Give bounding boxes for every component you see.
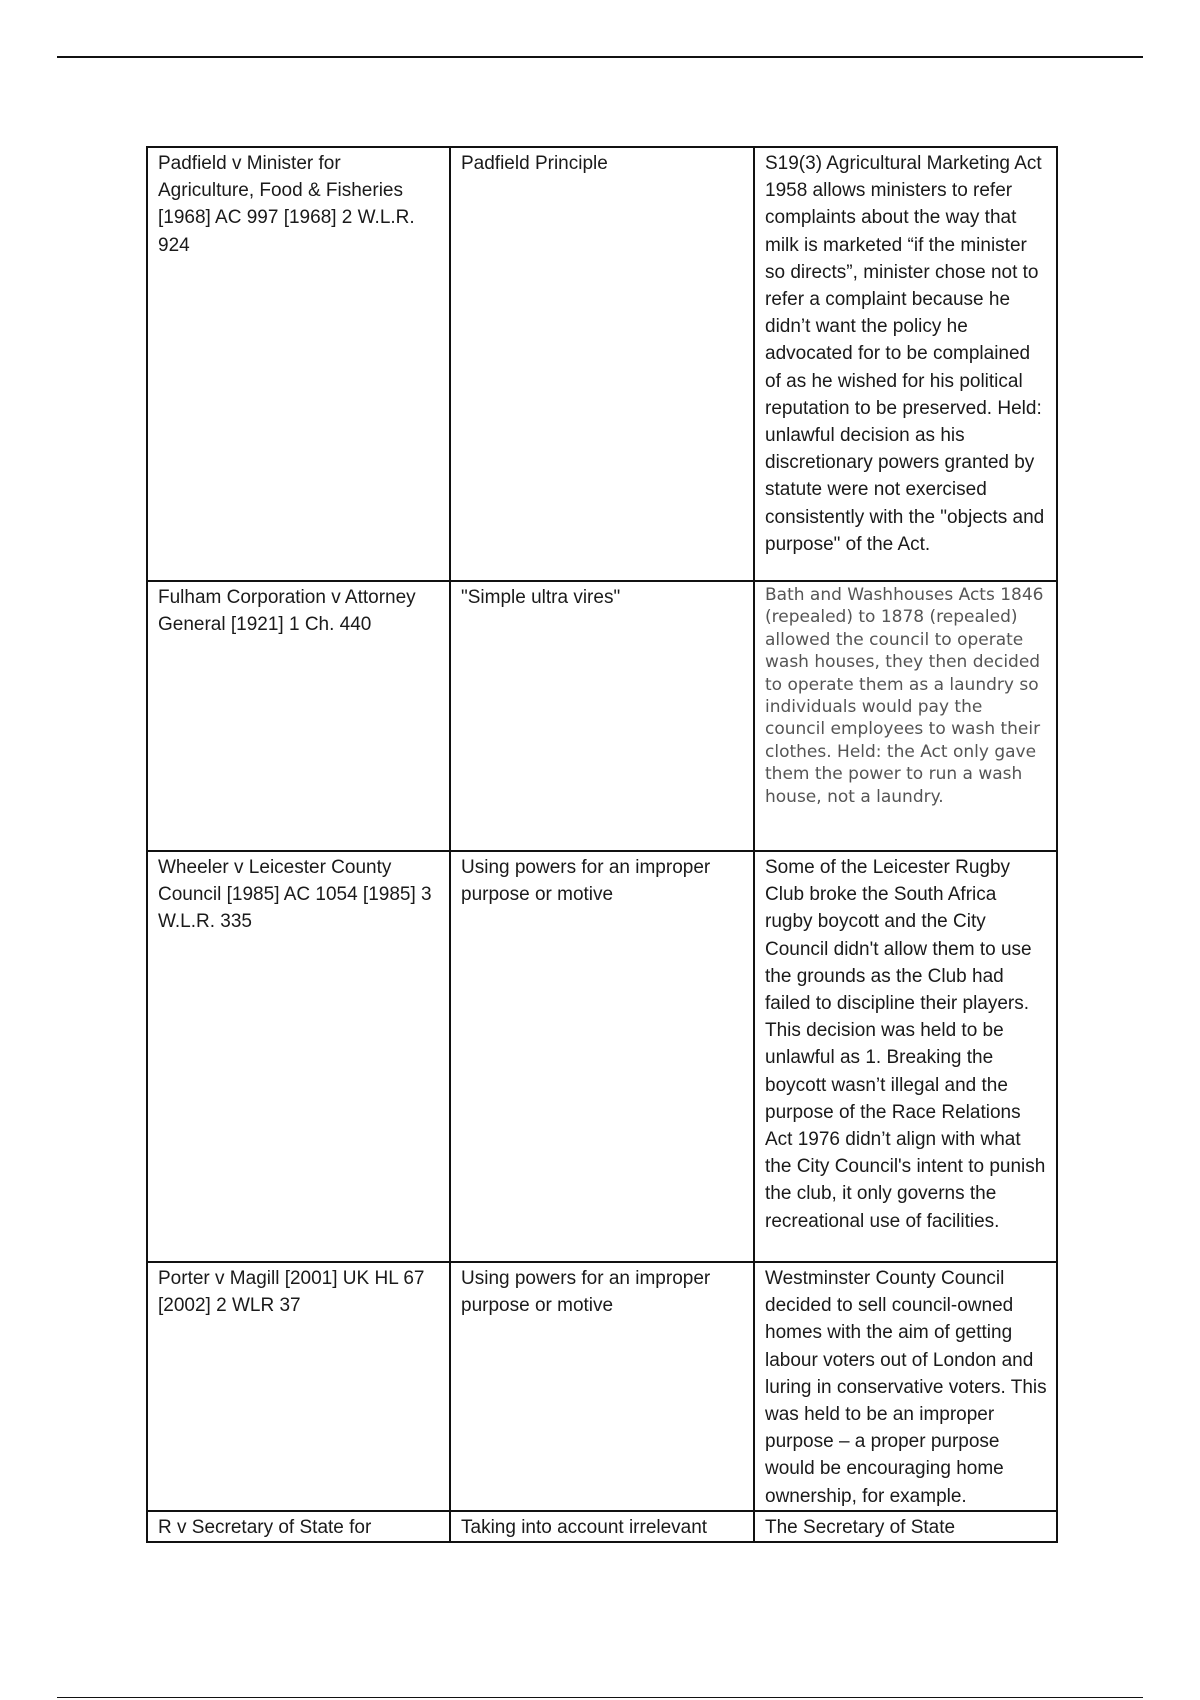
case-name-cell: R v Secretary of State for	[147, 1511, 450, 1542]
principle-cell: Padfield Principle	[450, 147, 754, 581]
header-rule	[57, 56, 1143, 58]
principle-cell: "Simple ultra vires"	[450, 581, 754, 851]
facts-cell: S19(3) Agricultural Marketing Act 1958 allows ministers to refer complaints about the way that milk is marketed “if the minister so directs”, minister chose not to refer a complaint because he didn’t want the policy he advocated for to be complained of as he wished for his political reputation to be preserved. Held: unlawful decision as his discretionary powers granted by statute were not exercised consistently with the "objects and purpose" of the Act.	[754, 147, 1057, 581]
case-name-cell: Wheeler v Leicester County Council [1985] AC 1054 [1985] 3 W.L.R. 335	[147, 851, 450, 1262]
principle-cell: Using powers for an improper purpose or motive	[450, 1262, 754, 1511]
case-table	[146, 146, 1058, 1543]
case-name-cell: Padfield v Minister for Agriculture, Food & Fisheries [1968] AC 997 [1968] 2 W.L.R. 924	[147, 147, 450, 581]
facts-cell: Some of the Leicester Rugby Club broke the South Africa rugby boycott and the City Council didn't allow them to use the grounds as the Club had failed to discipline their players. This decision was held to be unlawful as 1. Breaking the boycott wasn’t illegal and the purpose of the Race Relations Act 1976 didn’t align with what the City Council's intent to punish the club, it only governs the recreational use of facilities.	[754, 851, 1057, 1262]
table-row	[147, 147, 1057, 581]
case-name-cell: Porter v Magill [2001] UK HL 67 [2002] 2 WLR 37	[147, 1262, 450, 1511]
facts-cell: The Secretary of State	[754, 1511, 1057, 1542]
footer-rule	[57, 1697, 1143, 1698]
table-row	[147, 1262, 1057, 1511]
principle-cell: Using powers for an improper purpose or motive	[450, 851, 754, 1262]
table-row	[147, 581, 1057, 851]
principle-cell: Taking into account irrelevant	[450, 1511, 754, 1542]
table-row	[147, 1511, 1057, 1542]
facts-cell: Bath and Washhouses Acts 1846 (repealed) to 1878 (repealed) allowed the council to operate wash houses, they then decided to operate them as a laundry so individuals would pay the council employees to wash their clothes. Held: the Act only gave them the power to run a wash house, not a laundry.	[754, 581, 1057, 851]
facts-cell: Westminster County Council decided to sell council-owned homes with the aim of getting labour voters out of London and luring in conservative voters. This was held to be an improper purpose – a proper purpose would be encouraging home ownership, for example.	[754, 1262, 1057, 1511]
table-row	[147, 851, 1057, 1262]
case-name-cell: Fulham Corporation v Attorney General [1921] 1 Ch. 440	[147, 581, 450, 851]
